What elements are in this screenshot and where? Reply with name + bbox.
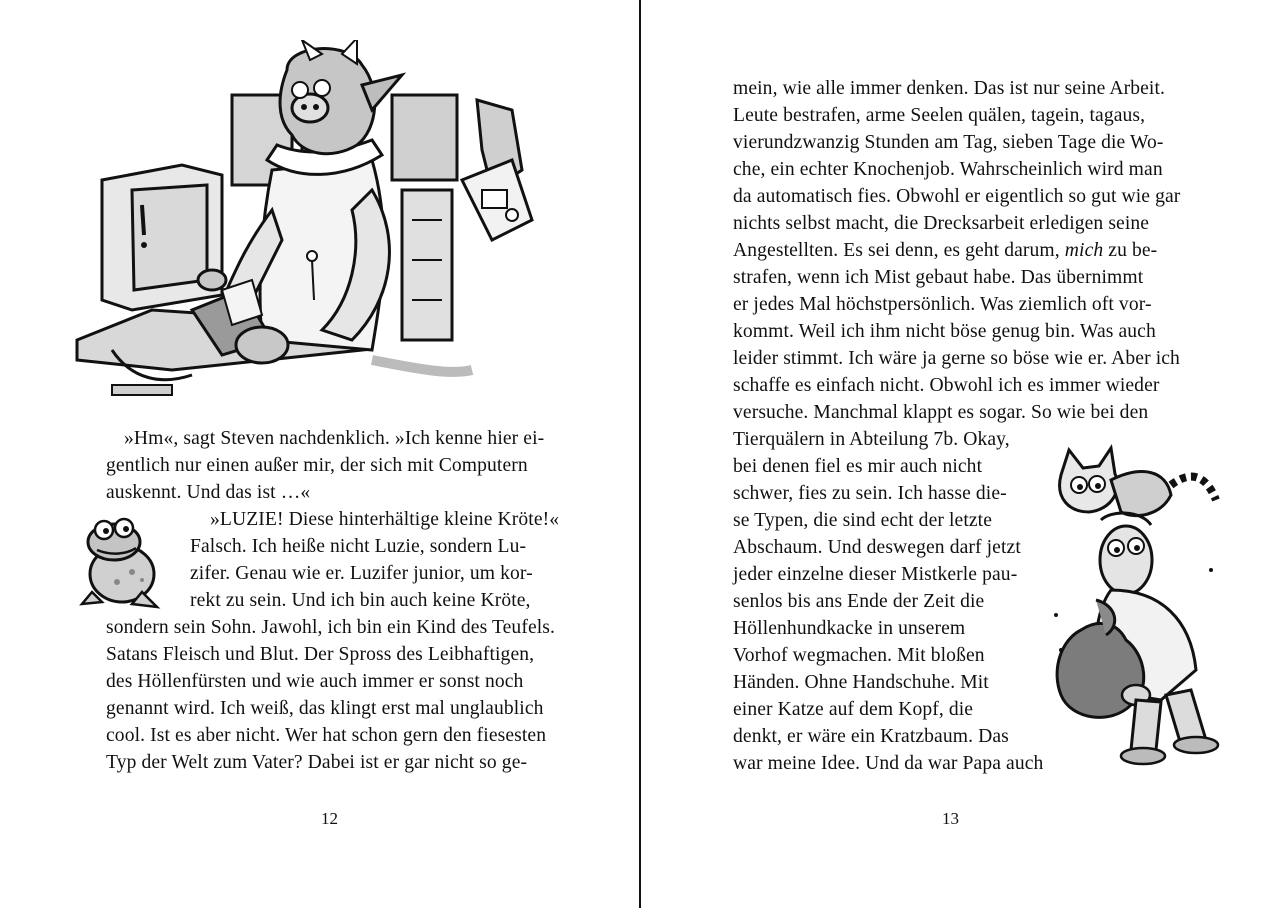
text-line-19: jeder einzelne dieser Mistkerle pau- bbox=[733, 564, 1018, 585]
text-line-24: einer Katze auf dem Kopf, die bbox=[733, 699, 974, 720]
text-line-10: des Höllenfürsten und wie auch immer er sonst noch bbox=[106, 671, 524, 692]
text-line-7-start: Angestellten. Es sei denn, es geht darum, bbox=[733, 240, 1060, 261]
text-line-7 bbox=[733, 237, 1157, 264]
page-number-right: 13 bbox=[942, 809, 959, 828]
text-line-7-end: zu be- bbox=[1103, 240, 1158, 261]
text-line-15: bei denen fiel es mir auch nicht bbox=[733, 456, 983, 477]
text-line-3: auskennt. Und das ist …« bbox=[106, 482, 311, 503]
emphasis-word: mich bbox=[1064, 240, 1104, 261]
text-line-8: strafen, wenn ich Mist gebaut habe. Das übernimmt bbox=[733, 267, 1144, 288]
text-line-4: che, ein echter Knochenjob. Wahrscheinlich wird man bbox=[733, 159, 1163, 180]
text-line-17: se Typen, die sind echt der letzte bbox=[733, 510, 993, 531]
text-line-6: nichts selbst macht, die Drecksarbeit erledigen seine bbox=[733, 213, 1150, 234]
text-line-21: Höllenhundkacke in unserem bbox=[733, 618, 966, 639]
text-line-8: sondern sein Sohn. Jawohl, ich bin ein Kind des Teufels. bbox=[106, 617, 556, 638]
text-line-5: da automatisch fies. Obwohl er eigentlich so gut wie gar bbox=[733, 186, 1181, 207]
text-line-23: Händen. Ohne Handschuhe. Mit bbox=[733, 672, 989, 693]
toad-illustration bbox=[72, 512, 167, 612]
text-line-14: Tierquälern in Abteilung 7b. Okay, bbox=[733, 429, 1010, 450]
text-line-7: rekt zu sein. Und ich bin auch keine Kröte, bbox=[190, 590, 531, 611]
text-line-1: mein, wie alle immer denken. Das ist nur seine Arbeit. bbox=[733, 78, 1165, 99]
text-line-26: war meine Idee. Und da war Papa auch bbox=[733, 753, 1044, 774]
text-line-13: Typ der Welt zum Vater? Dabei ist er gar nicht so ge- bbox=[106, 752, 528, 773]
text-line-18: Abschaum. Und deswegen darf jetzt bbox=[733, 537, 1021, 558]
text-line-12: schaffe es einfach nicht. Obwohl ich es immer wieder bbox=[733, 375, 1160, 396]
text-line-22: Vorhof wegmachen. Mit bloßen bbox=[733, 645, 985, 666]
text-line-16: schwer, fies zu sein. Ich hasse die- bbox=[733, 483, 1007, 504]
cat-on-head-illustration bbox=[1041, 440, 1231, 770]
text-line-6: zifer. Genau wie er. Luzifer junior, um kor- bbox=[190, 563, 533, 584]
text-line-10: kommt. Weil ich ihm nicht böse genug bin. Was auch bbox=[733, 321, 1156, 342]
devil-at-desk-illustration bbox=[72, 40, 542, 400]
right-page bbox=[641, 0, 1280, 908]
text-line-20: senlos bis ans Ende der Zeit die bbox=[733, 591, 985, 612]
page-number-left: 12 bbox=[321, 809, 338, 828]
text-line-12: cool. Ist es aber nicht. Wer hat schon gern den fiesesten bbox=[106, 725, 547, 746]
text-line-3: vierundzwanzig Stunden am Tag, sieben Tage die Wo- bbox=[733, 132, 1164, 153]
text-line-2: Leute bestrafen, arme Seelen quälen, tagein, tagaus, bbox=[733, 105, 1146, 126]
text-line-11: genannt wird. Ich weiß, das klingt erst mal unglaublich bbox=[106, 698, 544, 719]
text-line-2: gentlich nur einen außer mir, der sich mit Computern bbox=[106, 455, 528, 476]
text-line-9: er jedes Mal höchstpersönlich. Was ziemlich oft vor- bbox=[733, 294, 1152, 315]
text-line-11: leider stimmt. Ich wäre ja gerne so böse wie er. Aber ich bbox=[733, 348, 1180, 369]
text-line-9: Satans Fleisch und Blut. Der Spross des Leibhaftigen, bbox=[106, 644, 535, 665]
text-line-4: »LUZIE! Diese hinterhältige kleine Kröte!« bbox=[210, 509, 560, 530]
text-line-25: denkt, er wäre ein Kratzbaum. Das bbox=[733, 726, 1009, 747]
text-line-1: »Hm«, sagt Steven nachdenklich. »Ich kenne hier ei- bbox=[124, 428, 545, 449]
text-line-5: Falsch. Ich heiße nicht Luzie, sondern Lu- bbox=[190, 536, 527, 557]
text-line-13: versuche. Manchmal klappt es sogar. So wie bei den bbox=[733, 402, 1149, 423]
